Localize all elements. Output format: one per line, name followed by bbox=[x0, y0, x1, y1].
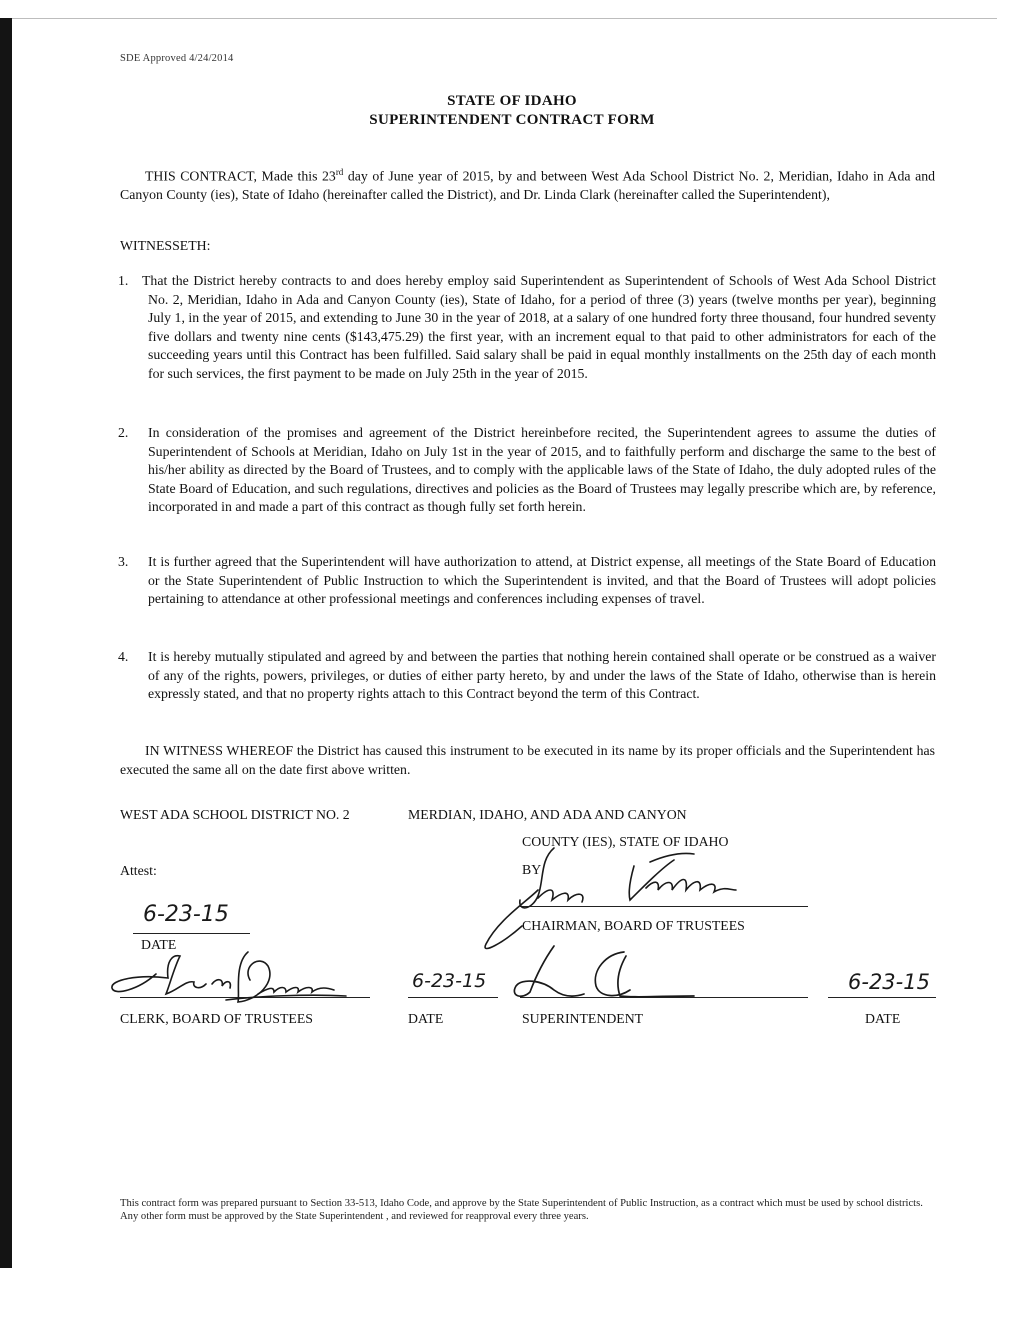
attest-label: Attest: bbox=[120, 863, 157, 878]
clause-text: In consideration of the promises and agreement of the District hereinbefore recited, the Superintendent agrees to assume the duties of Superintendent of Schools at Meridian, Idaho on July 1st in the year of 2015, and to faithfully perform and discharge the same to the best of his/her ability as directed by the Board of Trustees, and to comply with the applicable laws of the State of Idaho, the duly adopted rules of the State Board of Education, and such regulations, directives and policies as the Board of Trustees may legally prescribe which are, by reference, incorporated in and made a part of this contract as though fully set forth herein. bbox=[148, 425, 936, 515]
scan-edge-bar bbox=[0, 18, 12, 1268]
clause-2 bbox=[118, 424, 936, 517]
intro-ordinal-suffix: rd bbox=[335, 167, 344, 177]
clerk-date-label: DATE bbox=[408, 1011, 444, 1026]
superintendent-date-label: DATE bbox=[865, 1011, 901, 1026]
intro-text-rest: day of June year of 2015, by and between West Ada School District No. 2, Meridian, Idaho in Ada and Canyon County (ies), State of Idaho (hereinafter called the District), and Dr. Linda Clark (hereinafter called the Superintendent), bbox=[120, 168, 935, 203]
approval-note: SDE Approved 4/24/2014 bbox=[120, 53, 234, 64]
intro-text-start: THIS CONTRACT, Made this 23 bbox=[145, 168, 336, 184]
location-line-1: MERDIAN, IDAHO, AND ADA AND CANYON bbox=[408, 807, 687, 822]
clause-text: It is hereby mutually stipulated and agreed by and between the parties that nothing herein contained shall operate or be construed as a waiver of any of the rights, powers, privileges, or duties of either party hereto, by and under the laws of the State of Idaho, otherwise than is herein expressly stated, and that no property rights attach to this Contract beyond the term of this Contract. bbox=[148, 649, 936, 702]
footer-note: This contract form was prepared pursuant to Section 33-513, Idaho Code, and approve by the State Superintendent of Public Instruction, as a contract which must be used by school districts. Any other form must be approved by the State Superintendent , and reviewed for reapproval every three years. bbox=[120, 1198, 923, 1223]
clause-number: 4. bbox=[118, 649, 129, 664]
by-label: BY bbox=[522, 862, 542, 877]
superintendent-label: SUPERINTENDENT bbox=[522, 1011, 644, 1026]
superintendent-date-line bbox=[828, 997, 936, 998]
handwritten-clerk-date: 6-23-15 bbox=[412, 970, 487, 992]
clerk-label: CLERK, BOARD OF TRUSTEES bbox=[120, 1011, 313, 1026]
chairman-label: CHAIRMAN, BOARD OF TRUSTEES bbox=[522, 918, 745, 933]
handwritten-superintendent-date: 6-23-15 bbox=[848, 970, 930, 994]
clause-text: That the District hereby contracts to and does hereby employ said Superintendent as Superintendent of Schools of West Ada School District No. 2, Meridian, Idaho in Ada and Canyon County (ies), State of Idaho, for a period of three (3) years (twelve months per year), beginning July 1, in the year of 2015, and extending to June 30 in the year of 2018, at a salary of one hundred forty three thousand, four hundred seventy five dollars and twenty nine cents ($143,475.29) the first year, with an increment equal to that paid to other administrators for each of the succeeding years until this Contract has been fulfilled. Said salary shall be paid in equal monthly installments on the 25th day of each month for such services, the first payment to be made on July 25th in the year of 2015. bbox=[142, 273, 936, 381]
clerk-date-line bbox=[408, 997, 498, 998]
clerk-signature-image bbox=[108, 944, 348, 1004]
witness-whereof-paragraph: IN WITNESS WHEREOF the District has caused this instrument to be executed in its name by its proper officials and the Superintendent has executed the same all on the date first above written. bbox=[120, 743, 935, 777]
clause-4 bbox=[118, 648, 936, 704]
document-title-state: STATE OF IDAHO bbox=[447, 93, 577, 109]
scan-top-edge bbox=[12, 18, 997, 19]
clause-1 bbox=[118, 272, 936, 384]
clause-text: It is further agreed that the Superintendent will have authorization to attend, at District expense, all meetings of the State Board of Education or the State Superintendent of Public Instruction to which the Superintendent is invited, and that the Board of Trustees will adopt policies pertaining to attendance at other professional meetings and conferences including expenses of travel. bbox=[148, 554, 936, 607]
handwritten-attest-date: 6-23-15 bbox=[143, 902, 229, 927]
clause-number: 1. bbox=[118, 273, 129, 288]
attest-date-line bbox=[133, 933, 250, 934]
clause-number: 2. bbox=[118, 425, 129, 440]
document-title-form: SUPERINTENDENT CONTRACT FORM bbox=[369, 112, 655, 128]
clause-3 bbox=[118, 553, 936, 609]
superintendent-signature-image bbox=[508, 940, 698, 1008]
district-name-label: WEST ADA SCHOOL DISTRICT NO. 2 bbox=[120, 807, 350, 822]
attest-date-label: DATE bbox=[141, 937, 177, 952]
intro-paragraph bbox=[120, 163, 935, 205]
witnesseth-heading: WITNESSETH: bbox=[120, 238, 211, 253]
clause-number: 3. bbox=[118, 554, 129, 569]
location-line-2: COUNTY (IES), STATE OF IDAHO bbox=[522, 834, 729, 849]
